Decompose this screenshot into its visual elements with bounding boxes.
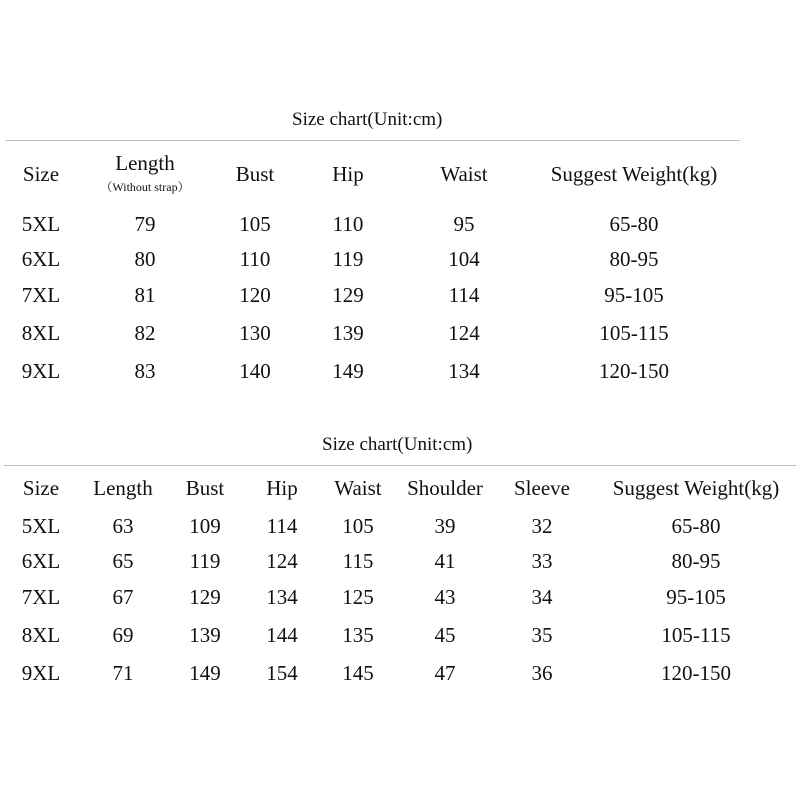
table1-cell: 80-95 — [609, 247, 659, 271]
table1-cell: 110 — [332, 212, 364, 236]
table2-cell: 35 — [531, 623, 553, 647]
table1-cell: 134 — [448, 359, 480, 383]
table2-cell: 119 — [189, 549, 221, 573]
table2-header-shoulder: Shoulder — [407, 476, 483, 500]
table2-cell: 69 — [112, 623, 134, 647]
table1-cell: 120-150 — [599, 359, 669, 383]
table2-cell: 39 — [434, 514, 456, 538]
table2-cell: 154 — [266, 661, 298, 685]
table1-cell: 95 — [453, 212, 475, 236]
table1-cell: 129 — [332, 283, 364, 307]
table2-cell: 109 — [189, 514, 221, 538]
table2-header-hip: Hip — [266, 476, 298, 500]
table2-header-waist: Waist — [334, 476, 382, 500]
table1-cell: 7XL — [21, 283, 61, 307]
table2-cell: 33 — [531, 549, 553, 573]
table2-cell: 5XL — [21, 514, 61, 538]
table2-cell: 47 — [434, 661, 456, 685]
table2-cell: 67 — [112, 585, 134, 609]
table2-cell: 7XL — [21, 585, 61, 609]
table2-cell: 43 — [434, 585, 456, 609]
table2-cell: 65 — [112, 549, 134, 573]
table2-cell: 32 — [531, 514, 553, 538]
table2-header-sleeve: Sleeve — [514, 476, 570, 500]
table1-cell: 65-80 — [609, 212, 659, 236]
table2-cell: 124 — [266, 549, 298, 573]
table2-cell: 139 — [189, 623, 221, 647]
table2-header-length: Length — [93, 476, 153, 500]
table1-cell: 110 — [239, 247, 271, 271]
table1-cell: 81 — [134, 283, 156, 307]
table1-cell: 149 — [332, 359, 364, 383]
table2-cell: 145 — [342, 661, 374, 685]
table1-cell: 120 — [239, 283, 271, 307]
table2-cell: 34 — [531, 585, 553, 609]
table1-title: Size chart(Unit:cm) — [292, 109, 443, 130]
table1-title-divider — [6, 140, 740, 141]
table2-cell: 149 — [189, 661, 221, 685]
table2-cell: 129 — [189, 585, 221, 609]
table2-cell: 63 — [112, 514, 134, 538]
table2-header-bust: Bust — [185, 476, 225, 500]
table2-cell: 9XL — [21, 661, 61, 685]
table1-cell: 95-105 — [604, 283, 664, 307]
table2-cell: 120-150 — [661, 661, 731, 685]
table1-cell: 83 — [134, 359, 156, 383]
table1-cell: 114 — [448, 283, 480, 307]
table1-header-length: Length — [115, 151, 175, 175]
table1-header-waist: Waist — [440, 162, 488, 186]
table2-cell: 105 — [342, 514, 374, 538]
table1-cell: 79 — [134, 212, 156, 236]
table2-cell: 115 — [342, 549, 374, 573]
table1-cell: 139 — [332, 321, 364, 345]
table2-cell: 134 — [266, 585, 298, 609]
table2-cell: 45 — [434, 623, 456, 647]
table2-header-size: Size — [22, 476, 60, 500]
table1-header-suggest-weight-kg: Suggest Weight(kg) — [550, 162, 718, 186]
table1-header-size: Size — [22, 162, 60, 186]
table1-cell: 140 — [239, 359, 271, 383]
table1-cell: 82 — [134, 321, 156, 345]
table2-cell: 36 — [531, 661, 553, 685]
table1-cell: 104 — [448, 247, 480, 271]
table2-cell: 95-105 — [666, 585, 726, 609]
table1-cell: 6XL — [21, 247, 61, 271]
table1-cell: 119 — [332, 247, 364, 271]
table1-header-hip: Hip — [332, 162, 364, 186]
table2-cell: 6XL — [21, 549, 61, 573]
table2-cell: 71 — [112, 661, 134, 685]
table1-cell: 130 — [239, 321, 271, 345]
table1-length-note: （Without strap） — [100, 180, 190, 194]
table2-cell: 8XL — [21, 623, 61, 647]
table2-cell: 135 — [342, 623, 374, 647]
table2-header-suggest-weight-kg: Suggest Weight(kg) — [612, 476, 780, 500]
table1-cell: 124 — [448, 321, 480, 345]
table2-cell: 105-115 — [661, 623, 731, 647]
table2-title: Size chart(Unit:cm) — [322, 434, 473, 455]
table1-cell: 105 — [239, 212, 271, 236]
table1-cell: 80 — [134, 247, 156, 271]
table1-cell: 9XL — [21, 359, 61, 383]
table1-cell: 8XL — [21, 321, 61, 345]
table2-cell: 114 — [266, 514, 298, 538]
table2-cell: 41 — [434, 549, 456, 573]
table2-title-divider — [4, 465, 796, 466]
table2-cell: 80-95 — [671, 549, 721, 573]
table2-cell: 125 — [342, 585, 374, 609]
table1-cell: 105-115 — [599, 321, 669, 345]
table2-cell: 65-80 — [671, 514, 721, 538]
table1-header-bust: Bust — [235, 162, 275, 186]
table1-cell: 5XL — [21, 212, 61, 236]
table2-cell: 144 — [266, 623, 298, 647]
